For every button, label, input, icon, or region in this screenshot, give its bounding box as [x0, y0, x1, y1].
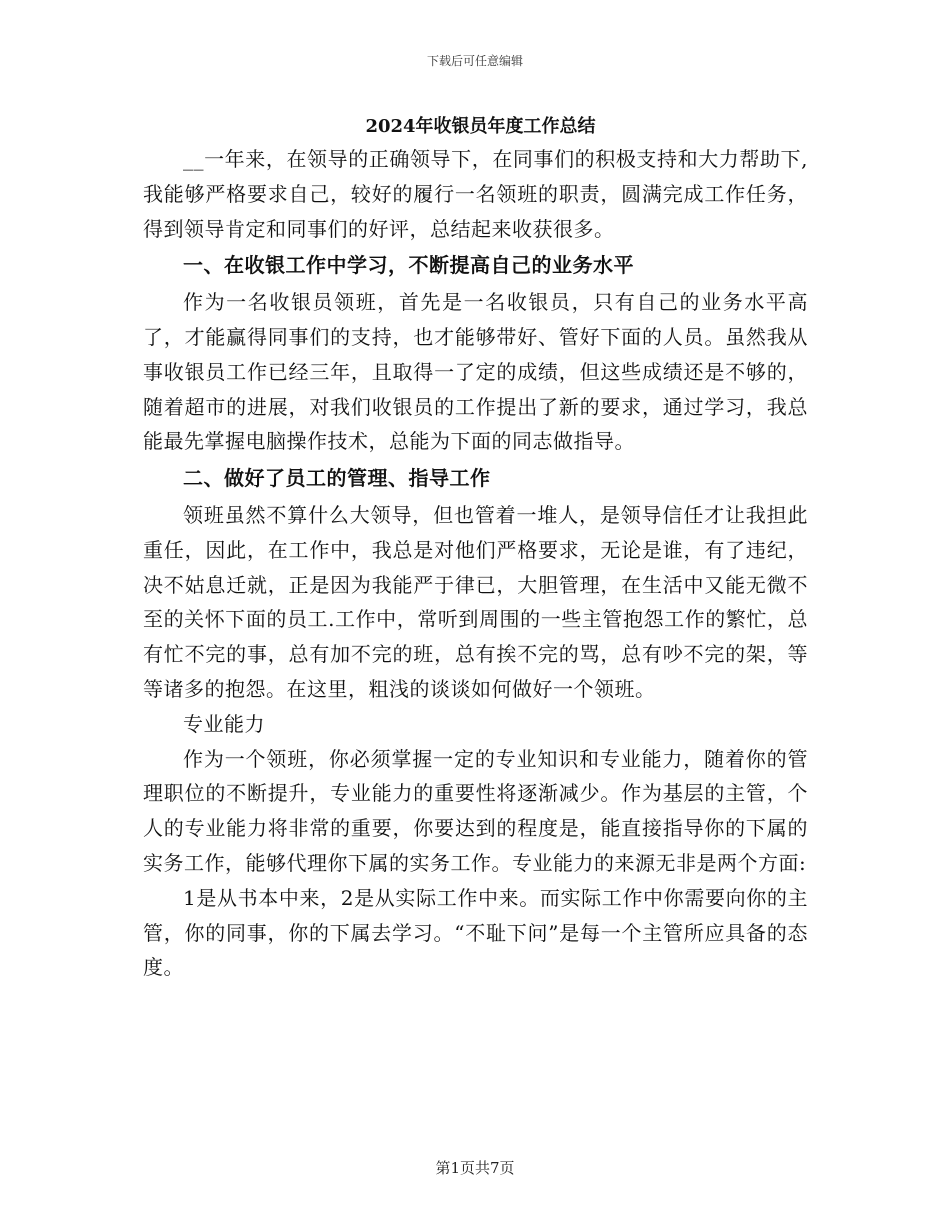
page-number: 第1页共7页: [435, 1159, 515, 1177]
professional-ability-paragraph: 作为一个领班，你必须掌握一定的专业知识和专业能力，随着你的管理职位的不断提升，专业能力的重要性将逐渐减少。作为基层的主管，个人的专业能力将非常的重要，你要达到的程度是，能直接指导你的下属的实务工作，能够代理你下属的实务工作。专业能力的来源无非是两个方面:: [143, 746, 808, 875]
subheading-professional-ability: 专业能力: [183, 711, 265, 736]
document-title: 2024年收银员年度工作总结: [365, 116, 596, 137]
section-heading-1: 一、在收银工作中学习，不断提高自己的业务水平: [183, 253, 634, 278]
section-1-paragraph: 作为一名收银员领班，首先是一名收银员，只有自己的业务水平高了，才能赢得同事们的支持，也才能够带好、管好下面的人员。虽然我从事收银员工作已经三年，且取得一了定的成绩，但这些成绩还是不够的，随着超市的进展，对我们收银员的工作提出了新的要求，通过学习，我总能最先掌握电脑操作技术，总能为下面的同志做指导。: [143, 290, 808, 454]
intro-paragraph: __一年来，在领导的正确领导下，在同事们的积极支持和大力帮助下,我能够严格要求自己，较好的履行一名领班的职责，圆满完成工作任务，得到领导肯定和同事们的好评，总结起来收获很多。: [143, 147, 808, 241]
document-body: [143, 112, 808, 985]
section-2-paragraph: 领班虽然不算什么大领导，但也管着一堆人，是领导信任才让我担此重任，因此，在工作中，我总是对他们严格要求，无论是谁，有了违纪，决不姑息迁就，正是因为我能严于律已，大胆管理，在生活中又能无微不至的关怀下面的员工.工作中，常听到周围的一些主管抱怨工作的繁忙，总有忙不完的事，总有加不完的班，总有挨不完的骂，总有吵不完的架，等等诸多的抱怨。在这里，粗浅的谈谈如何做好一个领班。: [143, 502, 808, 701]
learning-sources-paragraph: 1是从书本中来，2是从实际工作中来。而实际工作中你需要向你的主管，你的同事，你的下属去学习。“不耻下问”是每一个主管所应具备的态度。: [143, 885, 808, 980]
page-header: 下载后可任意编辑: [426, 54, 523, 68]
section-heading-2: 二、做好了员工的管理、指导工作: [183, 466, 491, 491]
